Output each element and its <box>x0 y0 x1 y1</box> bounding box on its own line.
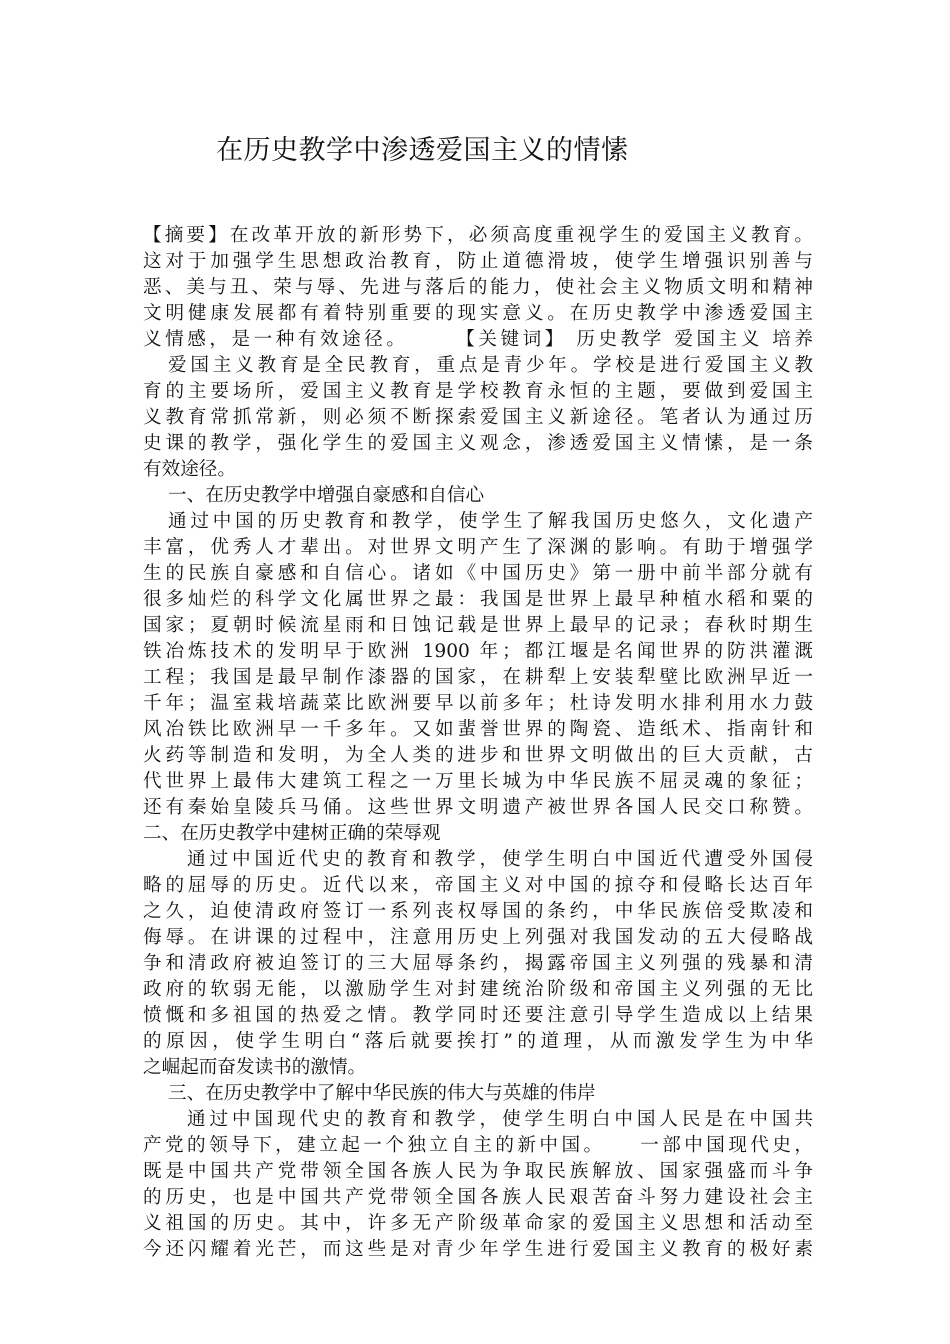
body-line: 恶、美与丑、荣与辱、先进与落后的能力，使社会主义物质文明和精神 <box>143 277 813 298</box>
body-line: 育的主要场所，爱国主义教育是学校教育永恒的主题，要做到爱国主 <box>143 381 813 402</box>
body-line: 文明健康发展都有着特别重要的现实意义。在历史教学中渗透爱国主 <box>143 303 813 324</box>
body-line: 丰富，优秀人才辈出。对世界文明产生了深渊的影响。有助于增强学 <box>143 537 813 558</box>
body-line: 之崛起而奋发读书的激情。 <box>143 1057 367 1078</box>
body-line: 史课的教学，强化学生的爱国主义观念，渗透爱国主义情愫，是一条 <box>143 433 813 454</box>
body-line: 今还闪耀着光芒，而这些是对青少年学生进行爱国主义教育的极好素 <box>143 1239 813 1260</box>
body-line: 工程；我国是最早制作漆器的国家，在耕犁上安装犁壁比欧洲早近一 <box>143 667 813 688</box>
body-line: 略的屈辱的历史。近代以来，帝国主义对中国的掠夺和侵略长达百年 <box>143 875 813 896</box>
body-line: 爱国主义教育是全民教育，重点是青少年。学校是进行爱国主义教 <box>168 355 813 376</box>
body-line: 很多灿烂的科学文化属世界之最：我国是世界上最早种植水稻和粟的 <box>143 589 813 610</box>
body-line: 铁冶炼技术的发明早于欧洲 1900 年；都江堰是名闻世界的防洪灌溉 <box>143 641 813 662</box>
body-line: 政府的软弱无能，以激励学生对封建统治阶级和帝国主义列强的无比 <box>143 979 813 1000</box>
body-line: 义情感，是一种有效途径。 【关键词】 历史教学 爱国主义 培养 <box>143 329 813 350</box>
body-line: 风冶铁比欧洲早一千多年。又如蜚誉世界的陶瓷、造纸术、指南针和 <box>143 719 813 740</box>
body-line: 产党的领导下，建立起一个独立自主的新中国。 一部中国现代史， <box>143 1135 813 1156</box>
body-line: 这对于加强学生思想政治教育，防止道德滑坡，使学生增强识别善与 <box>143 251 813 272</box>
document-title: 在历史教学中渗透爱国主义的情愫 <box>216 135 629 166</box>
section-heading-3: 三、在历史教学中了解中华民族的伟大与英雄的伟岸 <box>168 1083 596 1104</box>
body-line: 争和清政府被迫签订的三大屈辱条约，揭露帝国主义列强的残暴和清 <box>143 953 813 974</box>
body-line: 生的民族自豪感和自信心。诸如《中国历史》第一册中前半部分就有 <box>143 563 813 584</box>
body-line: 有效途径。 <box>143 459 236 480</box>
body-line: 国家；夏朝时候流星雨和日蚀记载是世界上最早的记录；春秋时期生 <box>143 615 813 636</box>
body-line: 义祖国的历史。其中，许多无产阶级革命家的爱国主义思想和活动至 <box>143 1213 813 1234</box>
body-line: 【摘要】在改革开放的新形势下，必须高度重视学生的爱国主义教育。 <box>143 225 813 246</box>
body-line: 既是中国共产党带领全国各族人民为争取民族解放、国家强盛而斗争 <box>143 1161 813 1182</box>
body-line: 侮辱。在讲课的过程中，注意用历史上列强对我国发动的五大侵略战 <box>143 927 813 948</box>
body-line: 代世界上最伟大建筑工程之一万里长城为中华民族不屈灵魂的象征； <box>143 771 813 792</box>
body-line: 愤慨和多祖国的热爱之情。教学同时还要注意引导学生造成以上结果 <box>143 1005 813 1026</box>
body-line: 还有秦始皇陵兵马俑。这些世界文明遗产被世界各国人民交口称赞。 <box>143 797 813 818</box>
body-line: 的原因，使学生明白“落后就要挨打”的道理，从而激发学生为中华 <box>143 1031 813 1052</box>
body-line: 通过中国近代史的教育和教学，使学生明白中国近代遭受外国侵 <box>187 849 813 870</box>
body-line: 千年；温室栽培蔬菜比欧洲要早以前多年；杜诗发明水排利用水力鼓 <box>143 693 813 714</box>
body-line: 的历史，也是中国共产党带领全国各族人民艰苦奋斗努力建设社会主 <box>143 1187 813 1208</box>
body-line: 通过中国的历史教育和教学，使学生了解我国历史悠久，文化遗产 <box>168 511 813 532</box>
body-line: 义教育常抓常新，则必须不断探索爱国主义新途径。笔者认为通过历 <box>143 407 813 428</box>
body-line: 之久，迫使清政府签订一系列丧权辱国的条约，中华民族倍受欺凌和 <box>143 901 813 922</box>
body-line: 火药等制造和发明，为全人类的进步和世界文明做出的巨大贡献，古 <box>143 745 813 766</box>
section-heading-2: 二、在历史教学中建树正确的荣辱观 <box>143 823 441 844</box>
document-body <box>143 223 813 1263</box>
body-line: 通过中国现代史的教育和教学，使学生明白中国人民是在中国共 <box>187 1109 813 1130</box>
section-heading-1: 一、在历史教学中增强自豪感和自信心 <box>168 485 485 506</box>
